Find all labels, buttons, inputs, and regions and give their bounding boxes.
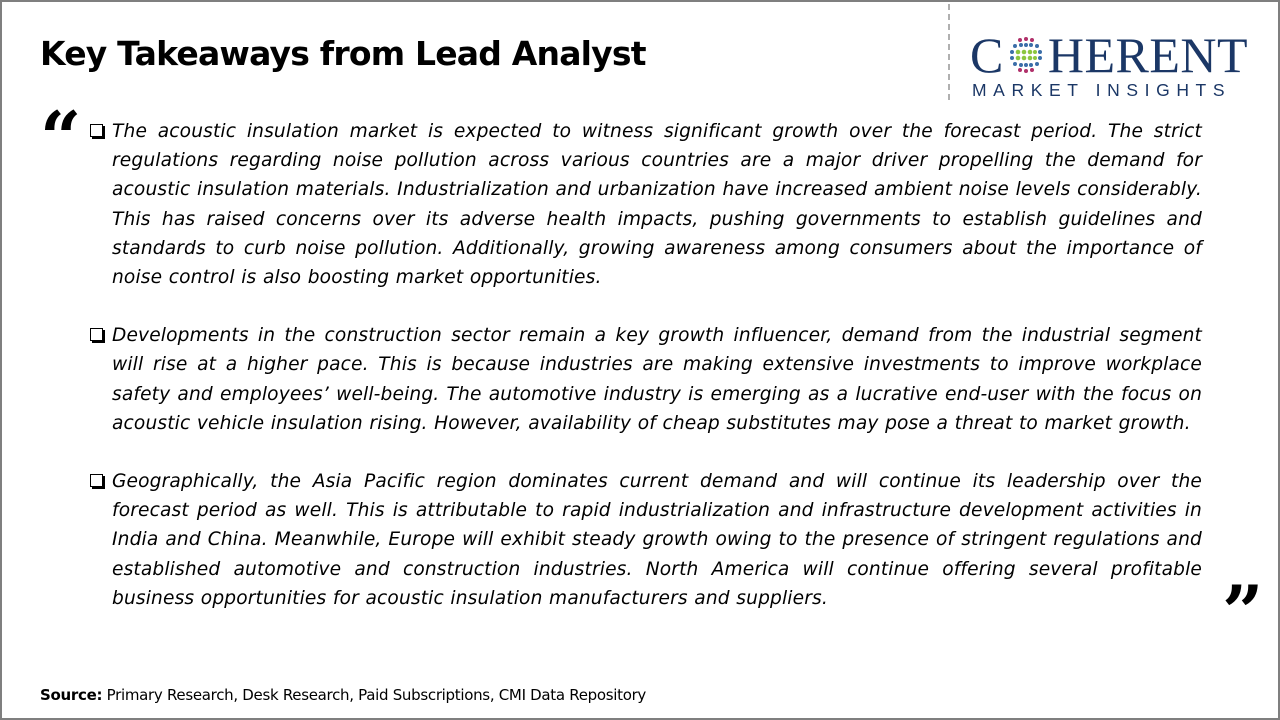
header-divider: [948, 4, 950, 100]
logo-letter-c: C: [970, 27, 1004, 83]
takeaway-text: Geographically, the Asia Pacific region dominates current demand and will continue its leadership over the forecast period as well. This is attributable to rapid industrialization and infrastructure development activities in India and China. Meanwhile, Europe will exhibit steady growth owing to the presence of stringent regulations and established automotive and construction industries. North America will continue offering several profitable business opportunities for acoustic insulation manufacturers and suppliers.: [112, 471, 1202, 609]
logo-letters-herent: HERENT: [1047, 27, 1249, 83]
source-note: [40, 686, 646, 704]
checkbox-icon: [90, 328, 103, 341]
checkbox-icon: [90, 124, 103, 137]
source-label: Source:: [40, 686, 103, 704]
takeaway-item: [88, 467, 1202, 613]
takeaways-list: [88, 117, 1202, 642]
close-quote-icon: ”: [1222, 569, 1264, 654]
takeaway-text: Developments in the construction sector remain a key growth influencer, demand from the industrial segment will rise at a higher pace. This is because industries are making extensive investments to improve workplace safety and employees’ well-being. The automotive industry is emerging as a lucrative end-user with the focus on acoustic vehicle insulation rising. However, availability of cheap substitutes may pose a threat to market growth.: [112, 325, 1202, 434]
takeaway-text: The acoustic insulation market is expected to witness significant growth over the forecast period. The strict regulations regarding noise pollution across various countries are a major driver propelling the demand for acoustic insulation materials. Industrialization and urbanization have increased ambient noise levels considerably. This has raised concerns over its adverse health impacts, pushing governments to establish guidelines and standards to curb noise pollution. Additionally, growing awareness among consumers about the importance of noise control is also boosting market opportunities.: [112, 121, 1202, 289]
open-quote-icon: “: [40, 95, 82, 180]
logo-wordmark: [970, 27, 1262, 83]
slide-title: Key Takeaways from Lead Analyst: [40, 34, 646, 73]
company-logo: [970, 27, 1262, 101]
globe-dots-icon: [1006, 35, 1046, 75]
logo-subtitle: MARKET INSIGHTS: [972, 80, 1232, 100]
takeaway-item: [88, 321, 1202, 438]
takeaway-item: [88, 117, 1202, 292]
checkbox-icon: [90, 474, 103, 487]
source-text: Primary Research, Desk Research, Paid Subscriptions, CMI Data Repository: [102, 686, 647, 704]
